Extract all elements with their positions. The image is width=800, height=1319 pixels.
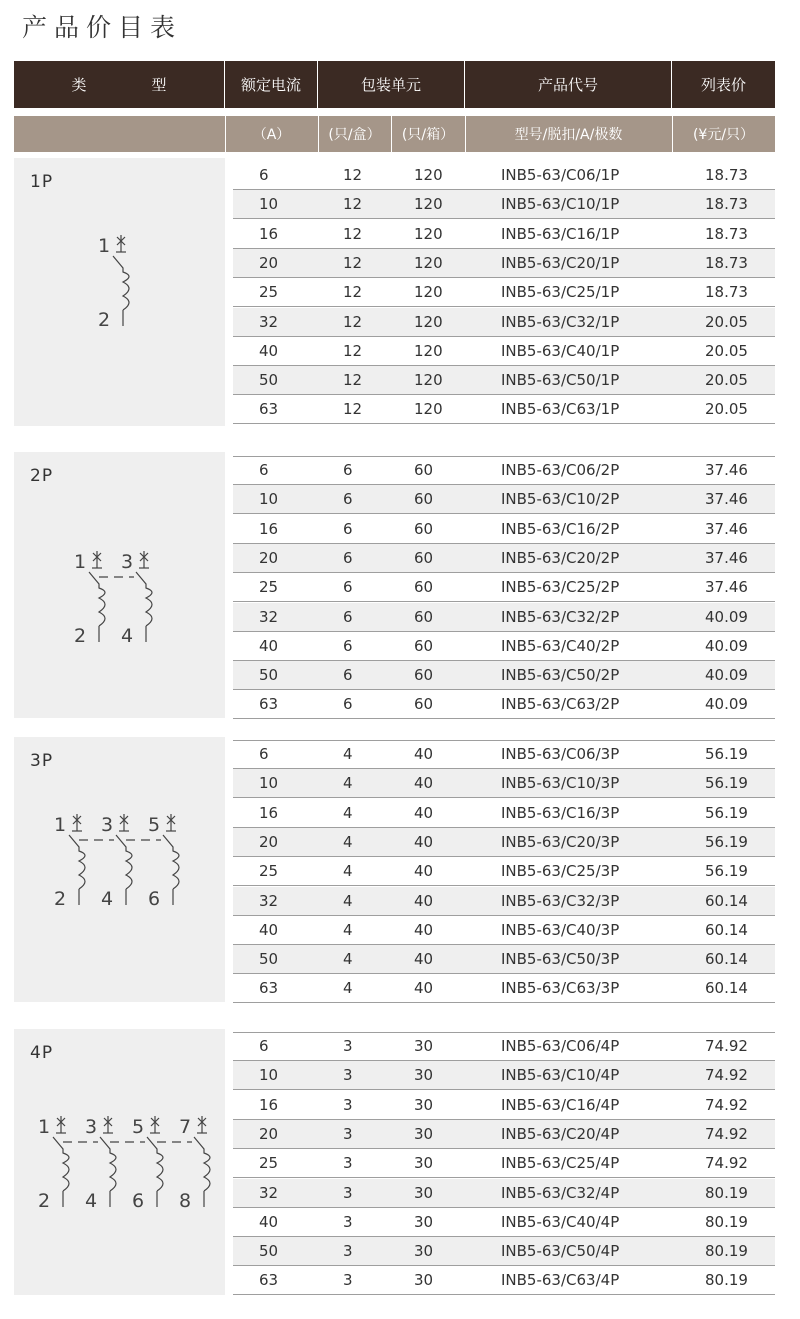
per-case-cell: 40 [414, 745, 434, 763]
price-cell: 80.19 [705, 1242, 748, 1261]
trip-coil [163, 835, 179, 889]
product-code-cell: INB5-63/C25/3P [501, 862, 620, 881]
per-box-cell: 4 [343, 891, 353, 910]
rated-current-cell: 63 [259, 400, 279, 419]
section-4p [0, 1029, 800, 1297]
per-box-cell: 3 [343, 1154, 353, 1173]
product-code-cell: INB5-63/C06/1P [501, 166, 620, 184]
terminal-bottom-number: 6 [132, 1190, 145, 1212]
breaker-symbol-icon [34, 1111, 232, 1221]
trip-coil [113, 256, 129, 310]
per-box-cell: 3 [343, 1037, 353, 1055]
per-box-cell: 6 [343, 490, 353, 509]
per-case-cell: 120 [414, 166, 443, 184]
per-box-cell: 6 [343, 636, 353, 655]
pole-type-label: 3P [30, 751, 54, 771]
price-cell: 60.14 [705, 920, 748, 939]
per-case-cell: 120 [414, 224, 443, 243]
price-cell: 80.19 [705, 1183, 748, 1202]
table-row [233, 395, 775, 424]
per-box-cell: 4 [343, 774, 353, 793]
header-list-price: 列表价 [700, 76, 746, 94]
per-case-cell: 30 [414, 1154, 434, 1173]
price-cell: 40.09 [705, 666, 748, 685]
terminal-bottom-number: 4 [121, 625, 134, 647]
header-packing-unit: 包装单元 [318, 61, 465, 108]
table-row [233, 828, 775, 857]
product-code-cell: INB5-63/C50/1P [501, 371, 620, 390]
table-row [233, 1032, 775, 1061]
table-row [233, 661, 775, 690]
price-cell: 56.19 [705, 832, 748, 851]
rated-current-cell: 6 [259, 166, 269, 184]
terminal-bottom-number: 2 [98, 309, 111, 331]
price-cell: 80.19 [705, 1271, 748, 1290]
per-case-cell: 120 [414, 341, 443, 360]
per-case-cell: 120 [414, 400, 443, 419]
rated-current-cell: 20 [259, 253, 279, 272]
per-case-cell: 40 [414, 891, 434, 910]
price-cell: 56.19 [705, 862, 748, 881]
rated-current-cell: 32 [259, 607, 279, 626]
section-3p [0, 737, 800, 1004]
rated-current-cell: 50 [259, 666, 279, 685]
price-cell: 40.09 [705, 695, 748, 714]
trip-coil [100, 1137, 116, 1191]
trip-coil [136, 572, 152, 626]
product-code-cell: INB5-63/C06/2P [501, 461, 620, 479]
breaker-symbol-icon [70, 546, 174, 656]
rated-current-cell: 25 [259, 578, 279, 597]
price-cell: 80.19 [705, 1212, 748, 1231]
product-code-cell: INB5-63/C63/1P [501, 400, 620, 419]
table-row [233, 485, 775, 514]
table-row [233, 220, 775, 249]
trip-coil [53, 1137, 69, 1191]
rated-current-cell: 50 [259, 1242, 279, 1261]
subheader-per-box: (只/盒） [328, 127, 381, 143]
trip-coil [147, 1137, 163, 1191]
per-box-cell: 4 [343, 803, 353, 822]
per-case-cell: 60 [414, 461, 434, 479]
rated-current-cell: 40 [259, 920, 279, 939]
table-row [233, 366, 775, 395]
product-code-cell: INB5-63/C40/3P [501, 920, 620, 939]
breaker-symbol-icon [50, 809, 201, 919]
rated-current-cell: 16 [259, 803, 279, 822]
per-box-cell: 3 [343, 1212, 353, 1231]
product-code-cell: INB5-63/C20/3P [501, 832, 620, 851]
per-box-cell: 4 [343, 920, 353, 939]
table-row [233, 632, 775, 661]
per-case-cell: 30 [414, 1212, 434, 1231]
rated-current-cell: 16 [259, 1095, 279, 1114]
header-type-b: 型 [151, 76, 167, 94]
table-row [233, 1266, 775, 1295]
product-code-cell: INB5-63/C63/2P [501, 695, 620, 714]
subheader-code-format: 型号/脱扣/A/极数 [514, 127, 623, 143]
rated-current-cell: 10 [259, 195, 279, 214]
rated-current-cell: 25 [259, 862, 279, 881]
rated-current-cell: 16 [259, 224, 279, 243]
rated-current-cell: 6 [259, 1037, 269, 1055]
per-box-cell: 3 [343, 1271, 353, 1290]
per-box-cell: 3 [343, 1066, 353, 1085]
product-code-cell: INB5-63/C32/2P [501, 607, 620, 626]
per-case-cell: 40 [414, 862, 434, 881]
price-cell: 60.14 [705, 950, 748, 969]
per-box-cell: 12 [343, 341, 363, 360]
type-panel [14, 737, 225, 1002]
product-code-cell: INB5-63/C16/1P [501, 224, 620, 243]
rated-current-cell: 63 [259, 695, 279, 714]
per-case-cell: 40 [414, 920, 434, 939]
product-code-cell: INB5-63/C32/3P [501, 891, 620, 910]
table-row [233, 945, 775, 974]
product-code-cell: INB5-63/C16/4P [501, 1095, 620, 1114]
price-cell: 18.73 [705, 166, 748, 184]
table-row [233, 573, 775, 602]
table-row [233, 740, 775, 769]
per-box-cell: 6 [343, 695, 353, 714]
per-box-cell: 4 [343, 745, 353, 763]
per-case-cell: 30 [414, 1271, 434, 1290]
rated-current-cell: 32 [259, 891, 279, 910]
pole-symbol [121, 551, 152, 647]
per-box-cell: 6 [343, 666, 353, 685]
header-type [14, 61, 225, 108]
per-case-cell: 30 [414, 1066, 434, 1085]
per-box-cell: 6 [343, 578, 353, 597]
table-row [233, 249, 775, 278]
per-case-cell: 30 [414, 1037, 434, 1055]
product-code-cell: INB5-63/C10/4P [501, 1066, 620, 1085]
trip-coil [69, 835, 85, 889]
rated-current-cell: 10 [259, 490, 279, 509]
terminal-top-number: 1 [38, 1116, 51, 1138]
per-box-cell: 12 [343, 253, 363, 272]
rated-current-cell: 25 [259, 283, 279, 302]
product-code-cell: INB5-63/C50/2P [501, 666, 620, 685]
per-box-cell: 6 [343, 461, 353, 479]
price-cell: 74.92 [705, 1124, 748, 1143]
rated-current-cell: 63 [259, 1271, 279, 1290]
type-panel [14, 452, 225, 718]
rated-current-cell: 16 [259, 519, 279, 538]
price-cell: 20.05 [705, 371, 748, 390]
price-cell: 56.19 [705, 745, 748, 763]
table-row [233, 190, 775, 219]
rated-current-cell: 63 [259, 979, 279, 998]
terminal-bottom-number: 4 [101, 888, 114, 910]
per-box-cell: 3 [343, 1242, 353, 1261]
rated-current-cell: 10 [259, 1066, 279, 1085]
per-box-cell: 6 [343, 548, 353, 567]
table-row [233, 769, 775, 798]
table-row [233, 887, 775, 916]
rated-current-cell: 20 [259, 832, 279, 851]
section-2p [0, 452, 800, 720]
header-rated-current: 额定电流 [225, 61, 318, 108]
price-cell: 37.46 [705, 519, 748, 538]
per-case-cell: 40 [414, 832, 434, 851]
table-row [233, 799, 775, 828]
rated-current-cell: 40 [259, 1212, 279, 1231]
subheader-amp: （A） [252, 127, 291, 143]
terminal-top-number: 3 [85, 1116, 98, 1138]
table-row [233, 690, 775, 719]
table-header [14, 61, 775, 108]
price-cell: 37.46 [705, 548, 748, 567]
price-cell: 74.92 [705, 1154, 748, 1173]
per-case-cell: 30 [414, 1242, 434, 1261]
per-case-cell: 40 [414, 979, 434, 998]
per-case-cell: 120 [414, 195, 443, 214]
table-row [233, 308, 775, 337]
per-case-cell: 60 [414, 636, 434, 655]
subheader-price-unit: (¥元/只） [692, 127, 755, 143]
terminal-bottom-number: 8 [179, 1190, 192, 1212]
product-code-cell: INB5-63/C06/4P [501, 1037, 620, 1055]
price-cell: 60.14 [705, 979, 748, 998]
trip-coil [194, 1137, 210, 1191]
pole-type-label: 1P [30, 172, 54, 192]
rated-current-cell: 6 [259, 461, 269, 479]
price-cell: 20.05 [705, 312, 748, 331]
product-code-cell: INB5-63/C50/4P [501, 1242, 620, 1261]
table-row [233, 603, 775, 632]
terminal-top-number: 3 [121, 551, 134, 573]
rated-current-cell: 50 [259, 950, 279, 969]
pole-type-label: 4P [30, 1043, 54, 1063]
per-case-cell: 120 [414, 312, 443, 331]
terminal-bottom-number: 6 [148, 888, 161, 910]
per-box-cell: 12 [343, 400, 363, 419]
rated-current-cell: 40 [259, 341, 279, 360]
per-case-cell: 60 [414, 519, 434, 538]
trip-coil [116, 835, 132, 889]
table-row [233, 278, 775, 307]
product-code-cell: INB5-63/C10/3P [501, 774, 620, 793]
table-row [233, 916, 775, 945]
table-row [233, 1208, 775, 1237]
per-box-cell: 3 [343, 1124, 353, 1143]
per-box-cell: 12 [343, 283, 363, 302]
pole-symbol [148, 814, 179, 910]
per-case-cell: 120 [414, 283, 443, 302]
terminal-top-number: 1 [54, 814, 67, 836]
section-1p [0, 158, 800, 428]
table-row [233, 974, 775, 1003]
pole-symbol [98, 235, 129, 331]
table-subheader [14, 116, 775, 152]
table-row [233, 161, 775, 190]
terminal-bottom-number: 4 [85, 1190, 98, 1212]
product-code-cell: INB5-63/C06/3P [501, 745, 620, 763]
product-code-cell: INB5-63/C63/4P [501, 1271, 620, 1290]
table-row [233, 1149, 775, 1178]
per-case-cell: 40 [414, 774, 434, 793]
product-code-cell: INB5-63/C50/3P [501, 950, 620, 969]
price-cell: 74.92 [705, 1066, 748, 1085]
product-code-cell: INB5-63/C20/4P [501, 1124, 620, 1143]
table-row [233, 544, 775, 573]
rated-current-cell: 50 [259, 371, 279, 390]
price-cell: 37.46 [705, 490, 748, 509]
per-case-cell: 30 [414, 1183, 434, 1202]
product-code-cell: INB5-63/C10/1P [501, 195, 620, 214]
terminal-top-number: 1 [98, 235, 111, 257]
product-code-cell: INB5-63/C63/3P [501, 979, 620, 998]
terminal-bottom-number: 2 [54, 888, 67, 910]
rated-current-cell: 32 [259, 1183, 279, 1202]
per-box-cell: 12 [343, 224, 363, 243]
product-code-cell: INB5-63/C25/2P [501, 578, 620, 597]
price-cell: 18.73 [705, 283, 748, 302]
price-cell: 40.09 [705, 607, 748, 626]
rated-current-cell: 20 [259, 548, 279, 567]
per-case-cell: 40 [414, 950, 434, 969]
table-row [233, 1120, 775, 1149]
product-code-cell: INB5-63/C20/1P [501, 253, 620, 272]
product-code-cell: INB5-63/C40/2P [501, 636, 620, 655]
per-case-cell: 120 [414, 371, 443, 390]
product-code-cell: INB5-63/C16/2P [501, 519, 620, 538]
terminal-bottom-number: 2 [74, 625, 87, 647]
price-cell: 20.05 [705, 400, 748, 419]
terminal-top-number: 1 [74, 551, 87, 573]
product-code-cell: INB5-63/C16/3P [501, 803, 620, 822]
per-case-cell: 60 [414, 607, 434, 626]
table-row [233, 337, 775, 366]
per-case-cell: 60 [414, 695, 434, 714]
price-cell: 60.14 [705, 891, 748, 910]
product-code-cell: INB5-63/C32/1P [501, 312, 620, 331]
rated-current-cell: 6 [259, 745, 269, 763]
table-row [233, 1091, 775, 1120]
per-case-cell: 30 [414, 1124, 434, 1143]
product-code-cell: INB5-63/C25/1P [501, 283, 620, 302]
price-cell: 20.05 [705, 341, 748, 360]
table-row [233, 456, 775, 485]
per-case-cell: 60 [414, 548, 434, 567]
page-title: 产品价目表 [22, 13, 183, 42]
product-code-cell: INB5-63/C40/4P [501, 1212, 620, 1231]
per-box-cell: 12 [343, 312, 363, 331]
per-box-cell: 3 [343, 1095, 353, 1114]
price-cell: 74.92 [705, 1037, 748, 1055]
rated-current-cell: 10 [259, 774, 279, 793]
terminal-top-number: 5 [132, 1116, 145, 1138]
per-case-cell: 60 [414, 578, 434, 597]
terminal-top-number: 7 [179, 1116, 192, 1138]
price-cell: 37.46 [705, 461, 748, 479]
per-box-cell: 12 [343, 195, 363, 214]
price-cell: 74.92 [705, 1095, 748, 1114]
price-cell: 37.46 [705, 578, 748, 597]
table-row [233, 1061, 775, 1090]
subheader-per-case: (只/箱） [401, 127, 455, 143]
pole-type-label: 2P [30, 466, 54, 486]
per-box-cell: 6 [343, 607, 353, 626]
table-row [233, 1179, 775, 1208]
rated-current-cell: 32 [259, 312, 279, 331]
per-case-cell: 60 [414, 666, 434, 685]
product-code-cell: INB5-63/C10/2P [501, 490, 620, 509]
product-code-cell: INB5-63/C20/2P [501, 548, 620, 567]
per-box-cell: 3 [343, 1183, 353, 1202]
price-cell: 56.19 [705, 774, 748, 793]
product-code-cell: INB5-63/C32/4P [501, 1183, 620, 1202]
price-cell: 40.09 [705, 636, 748, 655]
per-box-cell: 4 [343, 979, 353, 998]
header-product-code: 产品代号 [465, 61, 672, 108]
price-cell: 18.73 [705, 195, 748, 214]
per-case-cell: 120 [414, 253, 443, 272]
header-type-a: 类 [71, 76, 87, 94]
product-code-cell: INB5-63/C40/1P [501, 341, 620, 360]
per-box-cell: 12 [343, 371, 363, 390]
breaker-symbol-icon [94, 230, 151, 340]
terminal-top-number: 5 [148, 814, 161, 836]
rated-current-cell: 20 [259, 1124, 279, 1143]
pole-symbol [179, 1116, 210, 1212]
per-case-cell: 40 [414, 803, 434, 822]
table-row [233, 1237, 775, 1266]
price-cell: 56.19 [705, 803, 748, 822]
per-box-cell: 4 [343, 862, 353, 881]
price-cell: 18.73 [705, 253, 748, 272]
per-box-cell: 12 [343, 166, 363, 184]
table-row [233, 515, 775, 544]
trip-coil [89, 572, 105, 626]
terminal-bottom-number: 2 [38, 1190, 51, 1212]
per-box-cell: 4 [343, 950, 353, 969]
per-case-cell: 60 [414, 490, 434, 509]
rated-current-cell: 40 [259, 636, 279, 655]
product-code-cell: INB5-63/C25/4P [501, 1154, 620, 1173]
price-cell: 18.73 [705, 224, 748, 243]
per-box-cell: 6 [343, 519, 353, 538]
terminal-top-number: 3 [101, 814, 114, 836]
table-row [233, 857, 775, 886]
type-panel [14, 1029, 225, 1295]
per-case-cell: 30 [414, 1095, 434, 1114]
type-panel [14, 158, 225, 426]
per-box-cell: 4 [343, 832, 353, 851]
rated-current-cell: 25 [259, 1154, 279, 1173]
